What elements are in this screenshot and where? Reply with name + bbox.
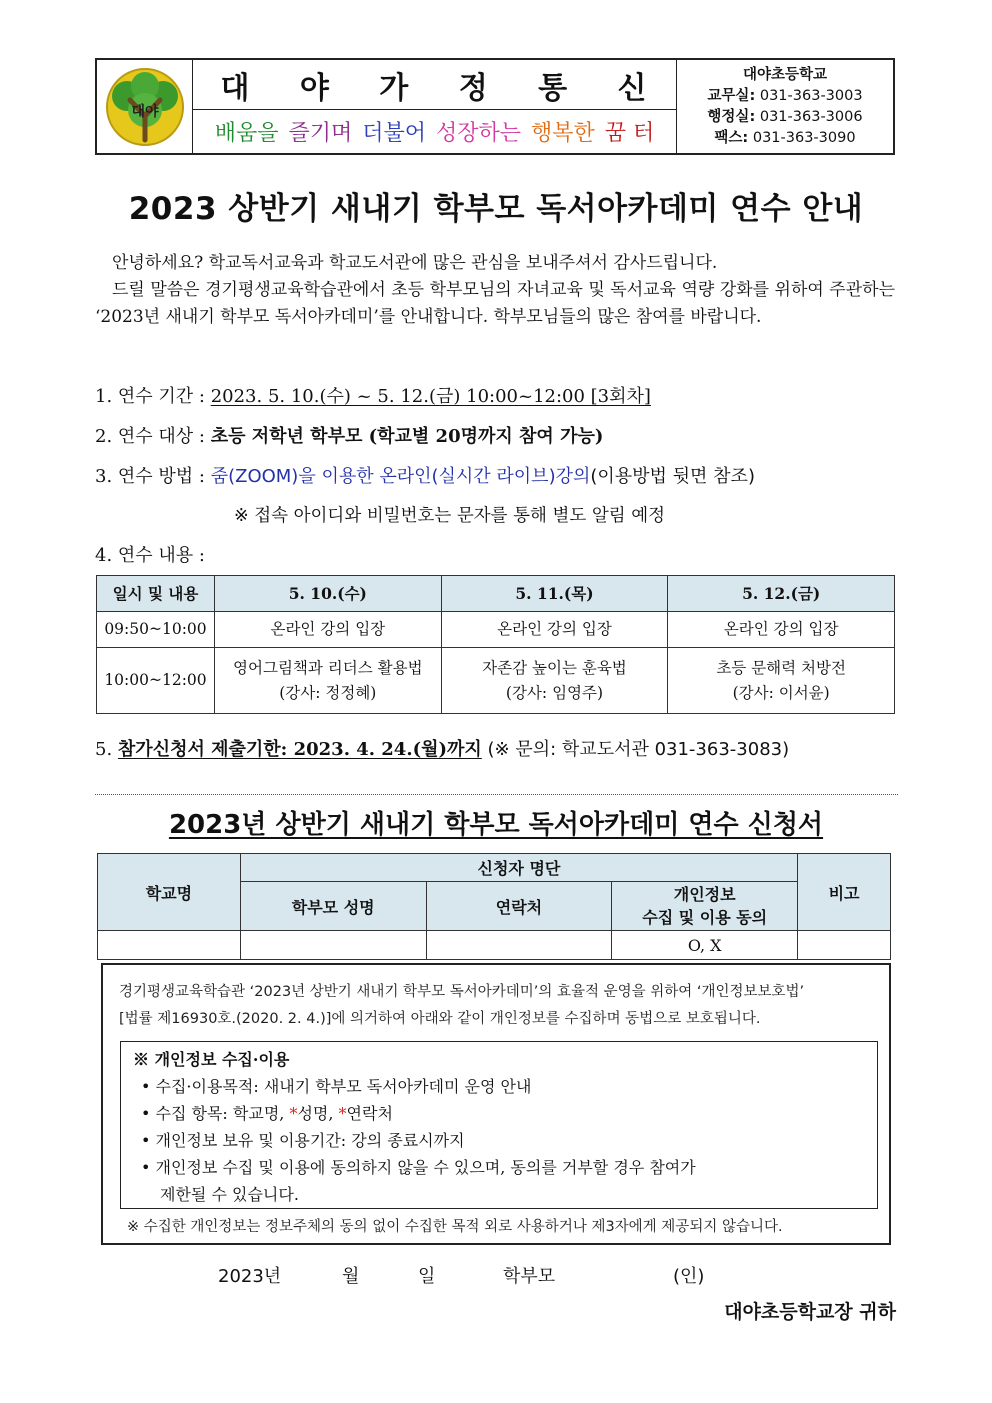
item-method: 3. 연수 방법 : 줌(ZOOM)을 이용한 온라인(실시간 라이브)강의(이용방법 뒷면 참조)	[95, 466, 755, 487]
deadline-value: 참가신청서 제출기한: 2023. 4. 24.(월)까지	[117, 739, 482, 760]
method-note: ※ 접속 아이디와 비밀번호는 문자를 통해 별도 알림 예정	[234, 506, 666, 526]
method-value: 줌(ZOOM)을 이용한 온라인(실시간 라이브)강의	[210, 466, 591, 487]
sign-seal: (인)	[673, 1266, 705, 1287]
schedule-header: 5. 10.(수)	[214, 576, 441, 612]
schedule-cell: 영어그림책과 리더스 활용법 (강사: 정정혜)	[214, 648, 441, 714]
schedule-header: 5. 12.(금)	[668, 576, 895, 612]
motto-word: 더불어	[362, 121, 426, 146]
privacy-notice	[101, 963, 891, 1245]
item-deadline: 5. 참가신청서 제출기한: 2023. 4. 24.(월)까지 (※ 문의: 학교도서관 031-363-3083)	[95, 739, 790, 760]
method-suffix: (이용방법 뒷면 참조)	[590, 466, 755, 487]
contact-line: 팩스: 031-363-3090	[714, 129, 856, 146]
sign-day: 일	[418, 1266, 436, 1287]
application-entry-row	[98, 931, 891, 960]
schedule-time: 10:00~12:00	[97, 648, 215, 714]
target-value: 초등 저학년 학부모 (학교별 20명까지 참여 가능)	[210, 426, 604, 447]
privacy-purpose: • 수집·이용목적: 새내기 학부모 독서아카데미 운영 안내	[141, 1077, 532, 1096]
schedule-row	[97, 648, 895, 714]
sign-month: 월	[342, 1266, 360, 1287]
contact-line: 행정실: 031-363-3006	[707, 108, 863, 125]
school-motto	[193, 110, 676, 153]
schedule-cell: 온라인 강의 입장	[441, 612, 668, 648]
period-value: 2023. 5. 10.(수) ~ 5. 12.(금) 10:00~12:00 [3회차]	[210, 386, 651, 407]
contact-field[interactable]	[426, 931, 612, 960]
required-star-icon: *	[289, 1104, 298, 1123]
school-logo-cell	[97, 60, 193, 153]
motto-word: 행복한	[531, 121, 595, 146]
consent-field[interactable]: O, X	[612, 931, 798, 960]
application-header-row	[98, 854, 891, 882]
motto-word: 성장하는	[436, 121, 522, 146]
required-star-icon: *	[338, 1104, 347, 1123]
schedule-cell: 온라인 강의 입장	[668, 612, 895, 648]
schedule-table	[96, 575, 895, 714]
item-period: 1. 연수 기간 : 2023. 5. 10.(수) ~ 5. 12.(금) 10:00~12:00 [3회차]	[95, 386, 651, 407]
privacy-refuse-cont: 제한될 수 있습니다.	[160, 1185, 299, 1204]
addressee: 대야초등학교장 귀하	[724, 1301, 896, 1323]
logo-lettering: 대야	[130, 103, 159, 120]
item-content: 4. 연수 내용 :	[95, 545, 205, 566]
schedule-header-row	[97, 576, 895, 612]
school-name-field[interactable]	[98, 931, 241, 960]
header-contact: 연락처	[426, 882, 612, 931]
schedule-header: 5. 11.(목)	[441, 576, 668, 612]
schedule-time: 09:50~10:00	[97, 612, 215, 648]
sign-parent: 학부모	[503, 1266, 556, 1287]
schedule-cell: 초등 문해력 처방전 (강사: 이서윤)	[668, 648, 895, 714]
note-field[interactable]	[798, 931, 891, 960]
parent-name-field[interactable]	[240, 931, 426, 960]
header-school: 학교명	[98, 854, 241, 931]
item-target: 2. 연수 대상 : 초등 저학년 학부모 (학교별 20명까지 참여 가능)	[95, 426, 604, 447]
school-logo-icon	[104, 66, 186, 148]
motto-word: 꿈 터	[604, 121, 655, 146]
intro-paragraph: 드릴 말씀은 경기평생교육학습관에서 초등 학부모님의 자녀교육 및 독서교육 역량 강화를 위하여 주관하는 ‘2023년 새내기 학부모 독서아카데미’를 안내합니다. 학부모님들의 많은 참여를 바랍니다.	[95, 280, 895, 327]
deadline-note: (※ 문의: 학교도서관 031-363-3083)	[487, 739, 790, 760]
header-note: 비고	[798, 854, 891, 931]
header-center	[193, 60, 677, 153]
sign-year: 2023년	[218, 1266, 282, 1287]
privacy-footnote: ※ 수집한 개인정보는 정보주체의 동의 없이 수집한 목적 외로 사용하거나 제3자에게 제공되지 않습니다.	[127, 1219, 783, 1235]
schedule-cell: 자존감 높이는 훈육법 (강사: 임영주)	[441, 648, 668, 714]
school-name: 대야초등학교	[742, 66, 828, 83]
privacy-period: • 개인정보 보유 및 이용기간: 강의 종료시까지	[141, 1131, 465, 1150]
intro-paragraph: 안녕하세요? 학교독서교육과 학교도서관에 많은 관심을 보내주셔서 감사드립니다.	[112, 253, 718, 273]
header-parent-name: 학부모 성명	[240, 882, 426, 931]
motto-word: 즐기며	[288, 121, 353, 146]
intro-text	[95, 250, 895, 331]
newsletter-header	[95, 58, 895, 155]
header-consent: 개인정보 수집 및 이용 동의	[612, 882, 798, 931]
application-table	[97, 853, 891, 960]
privacy-items: • 수집 항목: 학교명, *성명, *연락처	[141, 1104, 393, 1123]
cut-line	[95, 794, 898, 795]
newsletter-title: 대 야 가 정 통 신	[193, 60, 676, 110]
privacy-heading: ※ 개인정보 수집·이용	[133, 1050, 290, 1069]
privacy-refuse: • 개인정보 수집 및 이용에 동의하지 않을 수 있으며, 동의를 거부할 경우 참여가	[141, 1158, 696, 1177]
schedule-cell: 온라인 강의 입장	[214, 612, 441, 648]
header-applicant-list: 신청자 명단	[240, 854, 797, 882]
document-title: 2023 상반기 새내기 학부모 독서아카데미 연수 안내	[128, 191, 864, 227]
schedule-row	[97, 612, 895, 648]
contact-line: 교무실: 031-363-3003	[707, 87, 863, 104]
form-title: 2023년 상반기 새내기 학부모 독서아카데미 연수 신청서	[168, 810, 824, 840]
privacy-intro: 경기평생교육학습관 ‘2023년 상반기 새내기 학부모 독서아카데미’의 효율적 운영을 위하여 ‘개인정보보호법’ [법률 제16930호.(2020. 2. 4.)]에 의거하여 아래와 같이 개인정보를 수집하며 동법으로 보호됩니다.	[119, 984, 805, 1027]
motto-word: 배움을	[214, 121, 279, 146]
schedule-header: 일시 및 내용	[97, 576, 215, 612]
privacy-details	[120, 1041, 878, 1209]
school-contact	[677, 60, 893, 153]
